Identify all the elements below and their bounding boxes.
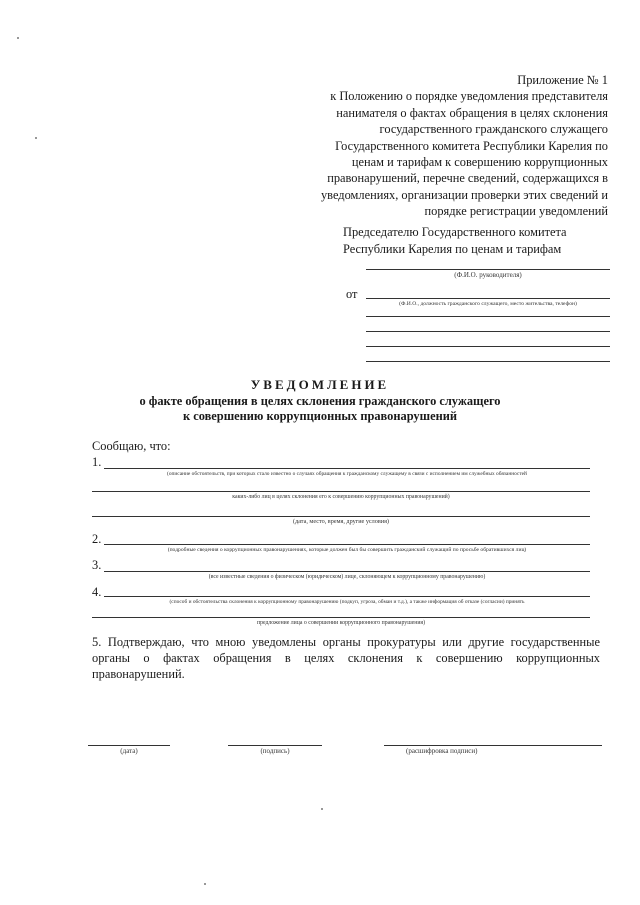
scan-speck <box>204 883 206 885</box>
item-2-caption: (подробные сведения о коррупционных правонарушениях, которые должен был бы совершить гражданский служащий по просьбе обратившихся лиц) <box>167 547 527 553</box>
item-1-line-3[interactable] <box>92 516 590 517</box>
item-4-caption-2: предложение лица о совершении коррупционного правонарушения) <box>256 620 426 626</box>
signature-decode-caption: (расшифровка подписи) <box>406 747 478 755</box>
signature-decode-line[interactable] <box>384 745 602 746</box>
sender-line[interactable] <box>366 298 610 299</box>
sender-line-3[interactable] <box>366 331 610 332</box>
appendix-line: к Положению о порядке уведомления представителя <box>330 89 608 104</box>
addressee-line: Республики Карелия по ценам и тарифам <box>343 242 562 256</box>
sender-line-5[interactable] <box>366 361 610 362</box>
appendix-line: Государственного комитета Республики Карелия по <box>335 138 608 153</box>
signature-caption: (подпись) <box>260 747 290 755</box>
item-3-line[interactable] <box>104 571 590 572</box>
sender-line-4[interactable] <box>366 346 610 347</box>
item-1-line[interactable] <box>104 468 590 469</box>
head-name-caption: (Ф.И.О. руководителя) <box>454 271 522 279</box>
document-subtitle-1: о факте обращения в целях склонения гражданского служащего <box>139 394 501 408</box>
addressee-line: Председателю Государственного комитета <box>343 225 567 239</box>
item-3-caption: (все известные сведения о физическом (юридическом) лице, склоняющем к коррупционному правонарушению) <box>208 574 486 580</box>
appendix-line: уведомлениях, организации проверки этих сведений и <box>320 187 608 202</box>
item-3-number: 3. <box>92 558 102 572</box>
item-4-line[interactable] <box>104 596 590 597</box>
from-label: от <box>346 287 358 301</box>
scan-speck <box>35 137 37 139</box>
item-2-number: 2. <box>92 532 102 546</box>
appendix-line: Приложение № 1 <box>517 73 608 87</box>
confirmation-text: 5. Подтверждаю, что мною уведомлены органы прокуратуры или другие государственные органы о фактах обращения в целях склонения к совершению коррупционных правонарушений. <box>92 635 600 681</box>
sender-line-2[interactable] <box>366 316 610 317</box>
scan-speck <box>17 37 19 39</box>
inform-text: Сообщаю, что: <box>92 439 171 453</box>
appendix-line: нанимателя о фактах обращения в целях склонения <box>336 105 608 120</box>
document-subtitle-2: к совершению коррупционных правонарушений <box>182 409 457 423</box>
item-1-caption-3: (дата, место, время, другие условия) <box>293 518 389 525</box>
item-1-caption: (описание обстоятельств, при которых стало известно о случаях обращения к гражданскому служащему в связи с исполнением им служебных обязанностей <box>167 471 527 477</box>
head-name-line[interactable] <box>366 269 610 270</box>
item-4-caption: (способ и обстоятельства склонения к коррупционному правонарушению (подкуп, угроза, обман и т.д.), а также информация об отказе (согласии) принять <box>169 599 525 605</box>
addressee-block <box>343 224 613 258</box>
item-1-caption-2: каких-либо лиц в целях склонения его к совершению коррупционных правонарушений) <box>232 494 450 500</box>
item-1-line-2[interactable] <box>92 491 590 492</box>
appendix-block <box>308 72 608 220</box>
item-1-number: 1. <box>92 455 102 469</box>
appendix-line: ценам и тарифам к совершению коррупционных <box>351 155 608 170</box>
appendix-line: правонарушений, перечне сведений, содержащихся в <box>327 171 608 186</box>
sender-caption: (Ф.И.О., должность гражданского служащего, место жительства, телефон) <box>399 301 577 307</box>
document-title: УВЕДОМЛЕНИЕ <box>250 377 390 392</box>
signature-line[interactable] <box>228 745 322 746</box>
date-caption: (дата) <box>120 747 138 755</box>
item-4-line-2[interactable] <box>92 617 590 618</box>
scan-speck <box>321 808 323 810</box>
appendix-line: государственного гражданского служащего <box>379 122 608 137</box>
item-2-line[interactable] <box>104 544 590 545</box>
date-line[interactable] <box>88 745 170 746</box>
appendix-line: порядке регистрации уведомлений <box>424 204 608 219</box>
item-4-number: 4. <box>92 585 102 599</box>
